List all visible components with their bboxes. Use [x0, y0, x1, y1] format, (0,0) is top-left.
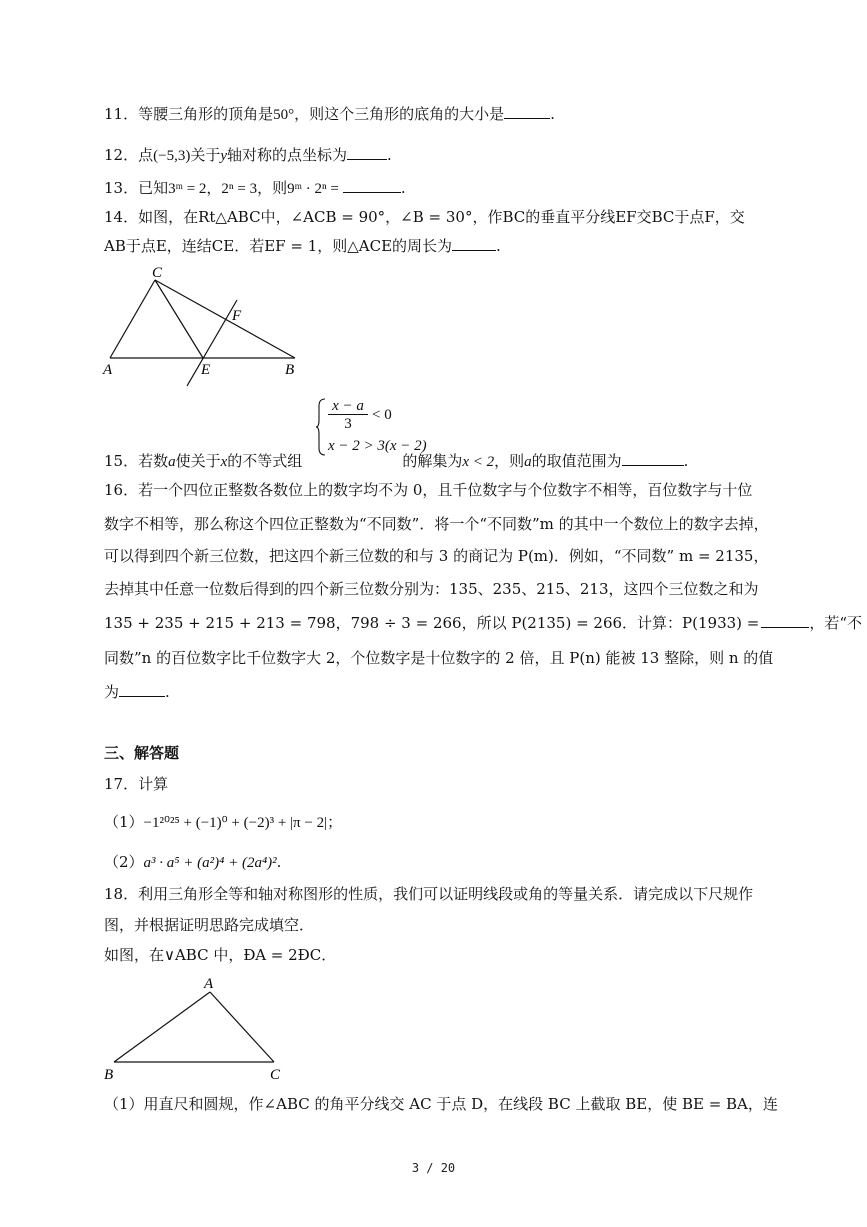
question-14-line-2 [104, 236, 501, 256]
question-text: 的取值范围为 [531, 452, 622, 470]
question-16-line-1 [104, 480, 752, 500]
question-text: 的不等式组 [227, 452, 303, 470]
given-equation-2: 2ⁿ = 3 [221, 181, 258, 197]
question-text: AB于点E，连结CE．若EF = 1，则△ACE的周长为 [104, 237, 453, 255]
variable-x: x [220, 454, 228, 470]
question-text: 为 [104, 683, 120, 701]
fraction-numerator: x − a [328, 398, 368, 415]
variable-a: a [524, 454, 532, 470]
question-17-part-1 [104, 812, 342, 833]
expression-2: a³ · a⁵ + (a²)⁴ + (2a⁴)² [143, 855, 277, 871]
question-text: 16．若一个四位正整数各数位上的数字均不为 0，且千位数字与个位数字不相等，百位数字与十位 [104, 481, 753, 499]
question-text: 135 + 235 + 215 + 213 = 798，798 ÷ 3 = 266，所以 P(2135) = 266．计算：P(1933) = [104, 614, 760, 632]
answer-blank[interactable] [504, 104, 550, 119]
answer-blank[interactable] [119, 682, 165, 697]
question-text: ，则 [257, 179, 288, 197]
question-text: （1）用直尺和圆规，作∠ABC 的角平分线交 AC 于点 D，在线段 BC 上截取 BE，使 BE = BA，连 [104, 1095, 778, 1113]
period: . [550, 105, 555, 123]
point-coordinate: (−5,3) [153, 148, 191, 164]
label-b: B [104, 1067, 114, 1083]
question-18-line-3 [104, 945, 336, 965]
question-text: 点 [138, 146, 154, 164]
period: . [496, 237, 501, 255]
question-18-line-2 [104, 915, 314, 935]
question-16-line-2 [104, 514, 769, 534]
question-15 [104, 451, 688, 472]
question-text: 的解集为 [402, 452, 463, 470]
inequality-rhs: < 0 [372, 407, 392, 423]
question-text: 图，并根据证明思路完成填空． [104, 916, 315, 934]
question-number: 12． [104, 146, 139, 164]
answer-blank[interactable] [622, 451, 684, 466]
segment-cb [155, 280, 295, 358]
question-text: ，若“不 [809, 614, 863, 632]
angle-value: 50° [273, 107, 295, 123]
question-12 [104, 145, 392, 166]
page-number: 3 / 20 [411, 1161, 456, 1175]
brace-icon [316, 398, 326, 456]
variable-a: a [168, 454, 176, 470]
question-text: 如图，在Rt△ABC中，∠ACB = 90°，∠B = 30°，作BC的垂直平分线EF交BC于点F，交 [138, 208, 745, 226]
question-number: 13． [104, 179, 139, 197]
part-label: （1） [104, 813, 144, 831]
question-text: 已知 [138, 179, 169, 197]
part-label: （2） [104, 853, 144, 871]
question-16-line-6 [104, 648, 773, 668]
question-text: 18．利用三角形全等和轴对称图形的性质，我们可以证明线段或角的等量关系．请完成以下尺规作 [104, 885, 754, 903]
answer-blank[interactable] [347, 145, 387, 160]
question-16-line-4 [104, 579, 759, 599]
question-text: 如图，在∨ABC 中，ÐA = 2ÐC． [104, 946, 337, 964]
inequality-row-2: x − 2 > 3(x − 2) [328, 438, 427, 454]
label-e: E [201, 362, 211, 378]
question-13 [104, 178, 406, 199]
label-a: A [103, 362, 113, 378]
axis-name: y [220, 148, 227, 164]
given-equation-1: 3ᵐ = 2 [168, 181, 207, 197]
label-a: A [204, 976, 214, 992]
question-number: 15． [104, 452, 139, 470]
section-heading: 三、解答题 [104, 744, 180, 762]
segment-ce [155, 280, 203, 358]
question-number: 11． [104, 105, 139, 123]
line-ef [187, 300, 237, 386]
question-17-title: 17．计算 [104, 775, 169, 793]
label-c: C [152, 265, 163, 281]
question-18-line-1 [104, 884, 753, 904]
segment-ac [110, 280, 155, 358]
separator: ， [206, 179, 222, 197]
label-c: C [270, 1067, 281, 1083]
figure-triangle-abc-1 [95, 262, 310, 392]
question-text: 同数”n 的百位数字比千位数字大 2，个位数字是十位数字的 2 倍，且 P(n) 能被 13 整除，则 n 的值 [104, 649, 774, 667]
target-expression: 9ᵐ · 2ⁿ = [287, 181, 339, 197]
question-text: 若数 [138, 452, 169, 470]
period: . [387, 146, 392, 164]
question-17-part-2 [104, 852, 281, 873]
question-text: 可以得到四个新三位数，把这四个新三位数的和与 3 的商记为 P(m)．例如，“不同数” m = 2135， [104, 547, 769, 565]
period: . [165, 683, 170, 701]
answer-blank[interactable] [343, 178, 401, 193]
figure-triangle-abc-2 [98, 972, 298, 1084]
question-text: 轴对称的点坐标为 [227, 146, 348, 164]
punctuation: . [276, 853, 282, 871]
question-text: ，则 [494, 452, 525, 470]
segment-ac [210, 992, 274, 1062]
expression-1: −1²⁰²⁵ + (−1)⁰ + (−2)³ + |π − 2| [143, 815, 328, 831]
question-text: 去掉其中任意一位数后得到的四个新三位数分别为：135、235、215、213，这四个三位数之和为 [104, 580, 759, 598]
period: . [683, 452, 689, 470]
label-f: F [232, 308, 242, 324]
segment-ba [114, 992, 210, 1062]
question-text: 等腰三角形的顶角是 [138, 105, 274, 123]
question-16-line-5 [104, 613, 862, 633]
question-text: ，则这个三角形的底角的大小是 [294, 105, 505, 123]
question-text: 关于 [190, 146, 221, 164]
question-16-line-7 [104, 682, 170, 702]
question-text: 使关于 [175, 452, 221, 470]
question-16-line-3 [104, 546, 768, 566]
period: . [400, 179, 406, 197]
question-14-line-1 [104, 207, 745, 227]
solution-set: x < 2 [462, 454, 495, 470]
punctuation: ； [327, 813, 343, 831]
answer-blank[interactable] [761, 613, 809, 628]
question-number: 14． [104, 208, 139, 226]
question-18-line-4 [104, 1094, 778, 1114]
question-11 [104, 104, 555, 125]
answer-blank[interactable] [452, 236, 496, 251]
question-text: 数字不相等，那么称这个四位正整数为“不同数”．将一个“不同数”m 的其中一个数位上的数字去掉， [104, 515, 769, 533]
fraction-denominator: 3 [344, 416, 352, 432]
label-b: B [285, 362, 295, 378]
